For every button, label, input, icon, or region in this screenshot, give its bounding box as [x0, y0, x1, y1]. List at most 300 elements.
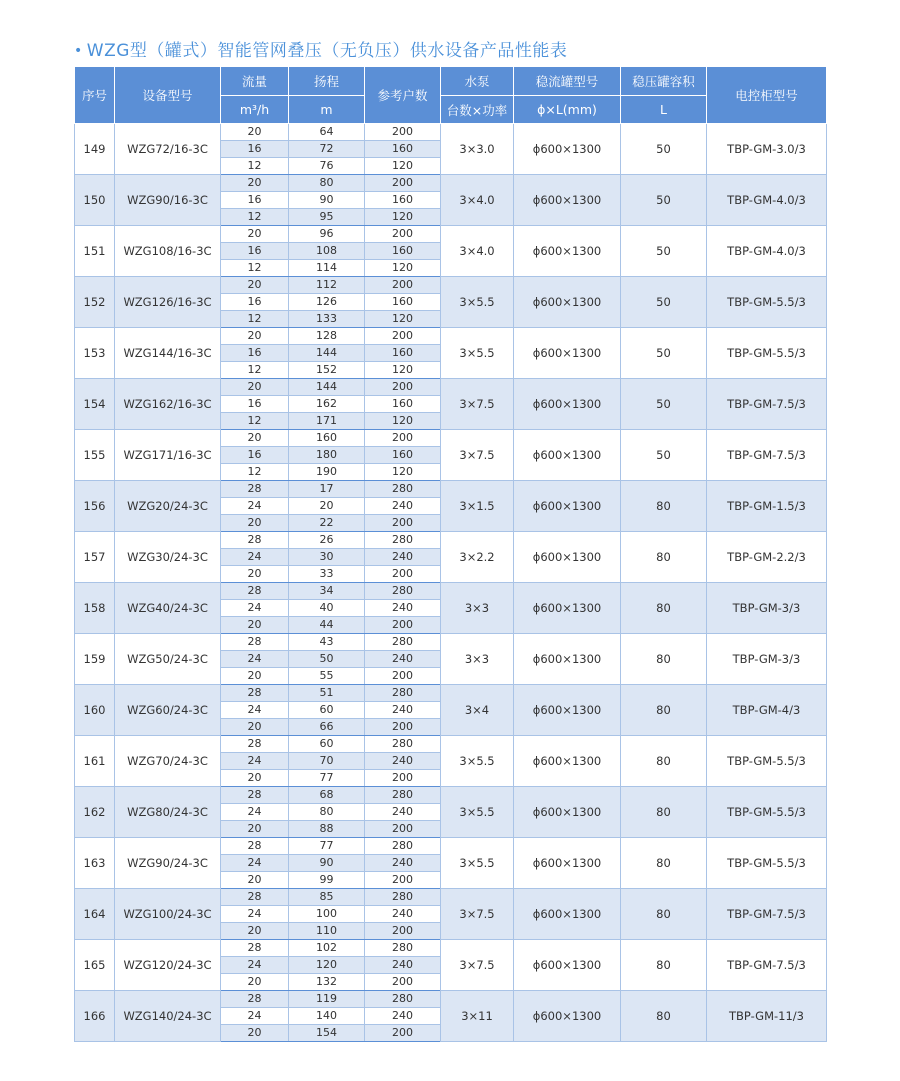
- cell-flow: 20: [221, 566, 289, 583]
- cell-flow: 20: [221, 1025, 289, 1042]
- model-group: [75, 889, 827, 940]
- performance-table: [74, 66, 827, 1042]
- cell-head: 144: [289, 379, 365, 396]
- header-tank-model: 稳流罐型号: [514, 67, 621, 96]
- cell-volume: 50: [621, 226, 707, 277]
- cell-seq: 150: [75, 175, 115, 226]
- cell-tank: ϕ600×1300: [514, 481, 621, 532]
- cell-head: 171: [289, 413, 365, 430]
- cell-flow: 20: [221, 617, 289, 634]
- cell-head: 90: [289, 855, 365, 872]
- cell-flow: 16: [221, 294, 289, 311]
- cell-head: 95: [289, 209, 365, 226]
- cell-model: WZG108/16-3C: [115, 226, 221, 277]
- cell-pump: 3×5.5: [441, 277, 514, 328]
- cell-head: 33: [289, 566, 365, 583]
- table-row: [75, 277, 827, 294]
- cell-seq: 158: [75, 583, 115, 634]
- cell-households: 160: [365, 396, 441, 413]
- cell-model: WZG140/24-3C: [115, 991, 221, 1042]
- cell-households: 240: [365, 498, 441, 515]
- cell-flow: 28: [221, 991, 289, 1008]
- cell-flow: 28: [221, 940, 289, 957]
- cell-pump: 3×1.5: [441, 481, 514, 532]
- cell-cabinet: TBP-GM-3/3: [707, 583, 827, 634]
- cell-pump: 3×3: [441, 583, 514, 634]
- cell-tank: ϕ600×1300: [514, 532, 621, 583]
- cell-flow: 20: [221, 974, 289, 991]
- cell-head: 120: [289, 957, 365, 974]
- cell-pump: 3×7.5: [441, 379, 514, 430]
- cell-model: WZG90/24-3C: [115, 838, 221, 889]
- table-row: [75, 481, 827, 498]
- cell-households: 240: [365, 957, 441, 974]
- model-group: [75, 124, 827, 175]
- cell-volume: 80: [621, 634, 707, 685]
- cell-flow: 12: [221, 464, 289, 481]
- cell-model: WZG80/24-3C: [115, 787, 221, 838]
- cell-tank: ϕ600×1300: [514, 940, 621, 991]
- cell-flow: 24: [221, 753, 289, 770]
- cell-cabinet: TBP-GM-5.5/3: [707, 277, 827, 328]
- cell-pump: 3×5.5: [441, 328, 514, 379]
- cell-households: 160: [365, 345, 441, 362]
- cell-model: WZG40/24-3C: [115, 583, 221, 634]
- cell-flow: 28: [221, 838, 289, 855]
- cell-cabinet: TBP-GM-5.5/3: [707, 736, 827, 787]
- cell-volume: 80: [621, 736, 707, 787]
- cell-households: 120: [365, 260, 441, 277]
- cell-head: 140: [289, 1008, 365, 1025]
- cell-flow: 24: [221, 957, 289, 974]
- table-row: [75, 175, 827, 192]
- table-row: [75, 685, 827, 702]
- cell-flow: 20: [221, 379, 289, 396]
- cell-head: 66: [289, 719, 365, 736]
- cell-flow: 16: [221, 243, 289, 260]
- cell-cabinet: TBP-GM-3.0/3: [707, 124, 827, 175]
- cell-model: WZG30/24-3C: [115, 532, 221, 583]
- cell-head: 64: [289, 124, 365, 141]
- cell-head: 190: [289, 464, 365, 481]
- cell-households: 120: [365, 362, 441, 379]
- cell-seq: 155: [75, 430, 115, 481]
- model-group: [75, 532, 827, 583]
- cell-head: 55: [289, 668, 365, 685]
- cell-tank: ϕ600×1300: [514, 889, 621, 940]
- table-row: [75, 634, 827, 651]
- model-group: [75, 736, 827, 787]
- cell-volume: 80: [621, 787, 707, 838]
- cell-pump: 3×3.0: [441, 124, 514, 175]
- cell-flow: 24: [221, 549, 289, 566]
- cell-flow: 20: [221, 328, 289, 345]
- cell-cabinet: TBP-GM-7.5/3: [707, 379, 827, 430]
- cell-seq: 151: [75, 226, 115, 277]
- header-tank-volume: 稳压罐容积: [621, 67, 707, 96]
- cell-households: 240: [365, 906, 441, 923]
- cell-households: 200: [365, 668, 441, 685]
- cell-cabinet: TBP-GM-7.5/3: [707, 889, 827, 940]
- cell-households: 240: [365, 753, 441, 770]
- cell-pump: 3×2.2: [441, 532, 514, 583]
- cell-seq: 162: [75, 787, 115, 838]
- cell-households: 200: [365, 430, 441, 447]
- cell-head: 80: [289, 804, 365, 821]
- cell-head: 126: [289, 294, 365, 311]
- cell-model: WZG171/16-3C: [115, 430, 221, 481]
- table-row: [75, 940, 827, 957]
- cell-head: 114: [289, 260, 365, 277]
- table-row: [75, 124, 827, 141]
- cell-seq: 157: [75, 532, 115, 583]
- cell-households: 120: [365, 413, 441, 430]
- cell-volume: 80: [621, 991, 707, 1042]
- cell-cabinet: TBP-GM-2.2/3: [707, 532, 827, 583]
- cell-flow: 24: [221, 498, 289, 515]
- cell-households: 200: [365, 515, 441, 532]
- header-tank-volume-unit: L: [621, 96, 707, 124]
- cell-volume: 50: [621, 124, 707, 175]
- cell-households: 240: [365, 1008, 441, 1025]
- cell-households: 280: [365, 583, 441, 600]
- cell-households: 200: [365, 719, 441, 736]
- cell-pump: 3×7.5: [441, 940, 514, 991]
- cell-volume: 80: [621, 889, 707, 940]
- cell-households: 280: [365, 991, 441, 1008]
- table-header: [75, 67, 827, 124]
- cell-pump: 3×11: [441, 991, 514, 1042]
- cell-flow: 20: [221, 719, 289, 736]
- cell-model: WZG100/24-3C: [115, 889, 221, 940]
- cell-flow: 12: [221, 413, 289, 430]
- cell-flow: 16: [221, 141, 289, 158]
- cell-head: 20: [289, 498, 365, 515]
- cell-flow: 20: [221, 226, 289, 243]
- cell-households: 200: [365, 974, 441, 991]
- cell-flow: 12: [221, 158, 289, 175]
- header-head: 扬程: [289, 67, 365, 96]
- cell-households: 240: [365, 702, 441, 719]
- cell-households: 240: [365, 651, 441, 668]
- cell-tank: ϕ600×1300: [514, 685, 621, 736]
- cell-head: 154: [289, 1025, 365, 1042]
- cell-households: 200: [365, 175, 441, 192]
- cell-model: WZG120/24-3C: [115, 940, 221, 991]
- cell-households: 200: [365, 821, 441, 838]
- cell-head: 26: [289, 532, 365, 549]
- cell-seq: 152: [75, 277, 115, 328]
- cell-volume: 80: [621, 940, 707, 991]
- cell-flow: 20: [221, 430, 289, 447]
- cell-households: 160: [365, 294, 441, 311]
- model-group: [75, 583, 827, 634]
- cell-households: 200: [365, 923, 441, 940]
- cell-households: 280: [365, 481, 441, 498]
- cell-head: 102: [289, 940, 365, 957]
- cell-head: 160: [289, 430, 365, 447]
- cell-pump: 3×7.5: [441, 889, 514, 940]
- cell-households: 120: [365, 158, 441, 175]
- cell-households: 120: [365, 464, 441, 481]
- cell-pump: 3×5.5: [441, 736, 514, 787]
- cell-head: 51: [289, 685, 365, 702]
- model-group: [75, 175, 827, 226]
- cell-households: 280: [365, 889, 441, 906]
- cell-flow: 12: [221, 311, 289, 328]
- cell-tank: ϕ600×1300: [514, 787, 621, 838]
- cell-households: 280: [365, 634, 441, 651]
- table-row: [75, 889, 827, 906]
- cell-households: 200: [365, 226, 441, 243]
- cell-flow: 24: [221, 702, 289, 719]
- cell-flow: 20: [221, 770, 289, 787]
- cell-households: 240: [365, 855, 441, 872]
- cell-households: 200: [365, 277, 441, 294]
- model-group: [75, 991, 827, 1042]
- cell-households: 160: [365, 243, 441, 260]
- cell-seq: 156: [75, 481, 115, 532]
- cell-households: 160: [365, 447, 441, 464]
- cell-flow: 28: [221, 481, 289, 498]
- cell-head: 43: [289, 634, 365, 651]
- cell-flow: 24: [221, 651, 289, 668]
- table-row: [75, 583, 827, 600]
- cell-head: 44: [289, 617, 365, 634]
- cell-head: 144: [289, 345, 365, 362]
- cell-tank: ϕ600×1300: [514, 175, 621, 226]
- cell-tank: ϕ600×1300: [514, 430, 621, 481]
- cell-head: 162: [289, 396, 365, 413]
- cell-cabinet: TBP-GM-11/3: [707, 991, 827, 1042]
- cell-model: WZG90/16-3C: [115, 175, 221, 226]
- cell-flow: 20: [221, 668, 289, 685]
- cell-head: 34: [289, 583, 365, 600]
- cell-head: 40: [289, 600, 365, 617]
- cell-households: 120: [365, 311, 441, 328]
- model-group: [75, 685, 827, 736]
- cell-pump: 3×4.0: [441, 175, 514, 226]
- cell-cabinet: TBP-GM-7.5/3: [707, 430, 827, 481]
- cell-model: WZG144/16-3C: [115, 328, 221, 379]
- cell-head: 17: [289, 481, 365, 498]
- model-group: [75, 277, 827, 328]
- cell-head: 60: [289, 736, 365, 753]
- cell-households: 200: [365, 566, 441, 583]
- cell-model: WZG20/24-3C: [115, 481, 221, 532]
- cell-flow: 16: [221, 345, 289, 362]
- cell-seq: 154: [75, 379, 115, 430]
- cell-flow: 20: [221, 277, 289, 294]
- cell-head: 77: [289, 838, 365, 855]
- cell-households: 200: [365, 328, 441, 345]
- cell-head: 76: [289, 158, 365, 175]
- cell-flow: 12: [221, 362, 289, 379]
- cell-volume: 50: [621, 175, 707, 226]
- table-row: [75, 226, 827, 243]
- cell-flow: 24: [221, 600, 289, 617]
- cell-model: WZG70/24-3C: [115, 736, 221, 787]
- cell-households: 200: [365, 872, 441, 889]
- header-seq: 序号: [75, 67, 115, 124]
- table-row: [75, 379, 827, 396]
- table-row: [75, 736, 827, 753]
- cell-households: 160: [365, 192, 441, 209]
- cell-head: 180: [289, 447, 365, 464]
- cell-households: 280: [365, 532, 441, 549]
- title-text: WZG型（罐式）智能管网叠压（无负压）供水设备产品性能表: [86, 41, 568, 61]
- cell-flow: 20: [221, 923, 289, 940]
- cell-seq: 164: [75, 889, 115, 940]
- cell-cabinet: TBP-GM-5.5/3: [707, 787, 827, 838]
- header-pump: 水泵: [441, 67, 514, 96]
- cell-cabinet: TBP-GM-5.5/3: [707, 838, 827, 889]
- cell-tank: ϕ600×1300: [514, 991, 621, 1042]
- cell-head: 119: [289, 991, 365, 1008]
- cell-head: 77: [289, 770, 365, 787]
- cell-flow: 20: [221, 872, 289, 889]
- header-model: 设备型号: [115, 67, 221, 124]
- cell-head: 70: [289, 753, 365, 770]
- cell-pump: 3×5.5: [441, 787, 514, 838]
- cell-volume: 80: [621, 532, 707, 583]
- cell-cabinet: TBP-GM-3/3: [707, 634, 827, 685]
- cell-flow: 28: [221, 532, 289, 549]
- table-row: [75, 838, 827, 855]
- cell-head: 110: [289, 923, 365, 940]
- cell-head: 90: [289, 192, 365, 209]
- cell-volume: 50: [621, 379, 707, 430]
- cell-flow: 28: [221, 736, 289, 753]
- table-row: [75, 991, 827, 1008]
- cell-flow: 12: [221, 209, 289, 226]
- header-cabinet: 电控柜型号: [707, 67, 827, 124]
- cell-volume: 50: [621, 277, 707, 328]
- cell-tank: ϕ600×1300: [514, 277, 621, 328]
- cell-cabinet: TBP-GM-4.0/3: [707, 175, 827, 226]
- cell-households: 280: [365, 787, 441, 804]
- cell-seq: 160: [75, 685, 115, 736]
- cell-pump: 3×4: [441, 685, 514, 736]
- cell-flow: 20: [221, 124, 289, 141]
- cell-head: 132: [289, 974, 365, 991]
- cell-model: WZG72/16-3C: [115, 124, 221, 175]
- cell-model: WZG50/24-3C: [115, 634, 221, 685]
- model-group: [75, 481, 827, 532]
- cell-tank: ϕ600×1300: [514, 379, 621, 430]
- cell-head: 88: [289, 821, 365, 838]
- model-group: [75, 226, 827, 277]
- header-tank-model-sub: ϕ×L(mm): [514, 96, 621, 124]
- table-row: [75, 532, 827, 549]
- cell-households: 120: [365, 209, 441, 226]
- cell-flow: 16: [221, 447, 289, 464]
- page-title: [74, 36, 567, 62]
- cell-households: 280: [365, 685, 441, 702]
- cell-flow: 20: [221, 175, 289, 192]
- cell-head: 50: [289, 651, 365, 668]
- cell-flow: 20: [221, 821, 289, 838]
- cell-head: 100: [289, 906, 365, 923]
- cell-flow: 16: [221, 192, 289, 209]
- cell-head: 99: [289, 872, 365, 889]
- cell-head: 133: [289, 311, 365, 328]
- cell-model: WZG162/16-3C: [115, 379, 221, 430]
- cell-volume: 50: [621, 328, 707, 379]
- cell-seq: 159: [75, 634, 115, 685]
- cell-head: 128: [289, 328, 365, 345]
- cell-flow: 28: [221, 685, 289, 702]
- cell-households: 240: [365, 804, 441, 821]
- cell-flow: 20: [221, 515, 289, 532]
- cell-cabinet: TBP-GM-4.0/3: [707, 226, 827, 277]
- cell-model: WZG126/16-3C: [115, 277, 221, 328]
- cell-flow: 24: [221, 906, 289, 923]
- cell-households: 200: [365, 770, 441, 787]
- cell-flow: 12: [221, 260, 289, 277]
- cell-tank: ϕ600×1300: [514, 583, 621, 634]
- cell-volume: 80: [621, 583, 707, 634]
- cell-pump: 3×7.5: [441, 430, 514, 481]
- cell-seq: 166: [75, 991, 115, 1042]
- cell-head: 112: [289, 277, 365, 294]
- cell-flow: 28: [221, 583, 289, 600]
- cell-head: 60: [289, 702, 365, 719]
- header-flow: 流量: [221, 67, 289, 96]
- cell-households: 280: [365, 736, 441, 753]
- cell-seq: 153: [75, 328, 115, 379]
- cell-head: 80: [289, 175, 365, 192]
- cell-flow: 24: [221, 855, 289, 872]
- cell-seq: 149: [75, 124, 115, 175]
- model-group: [75, 430, 827, 481]
- header-flow-unit: m³/h: [221, 96, 289, 124]
- cell-seq: 161: [75, 736, 115, 787]
- cell-seq: 165: [75, 940, 115, 991]
- cell-households: 280: [365, 838, 441, 855]
- cell-households: 240: [365, 549, 441, 566]
- header-households: 参考户数: [365, 67, 441, 124]
- model-group: [75, 940, 827, 991]
- cell-tank: ϕ600×1300: [514, 736, 621, 787]
- cell-households: 240: [365, 600, 441, 617]
- cell-head: 96: [289, 226, 365, 243]
- cell-flow: 24: [221, 804, 289, 821]
- cell-tank: ϕ600×1300: [514, 124, 621, 175]
- cell-households: 200: [365, 124, 441, 141]
- cell-flow: 28: [221, 634, 289, 651]
- cell-households: 200: [365, 617, 441, 634]
- model-group: [75, 838, 827, 889]
- table-row: [75, 328, 827, 345]
- table-row: [75, 787, 827, 804]
- cell-households: 200: [365, 379, 441, 396]
- cell-households: 160: [365, 141, 441, 158]
- cell-cabinet: TBP-GM-7.5/3: [707, 940, 827, 991]
- cell-head: 72: [289, 141, 365, 158]
- model-group: [75, 634, 827, 685]
- cell-head: 30: [289, 549, 365, 566]
- cell-pump: 3×3: [441, 634, 514, 685]
- cell-volume: 80: [621, 685, 707, 736]
- header-pump-sub: 台数×功率: [441, 96, 514, 124]
- cell-cabinet: TBP-GM-5.5/3: [707, 328, 827, 379]
- cell-tank: ϕ600×1300: [514, 226, 621, 277]
- cell-tank: ϕ600×1300: [514, 634, 621, 685]
- cell-head: 152: [289, 362, 365, 379]
- model-group: [75, 328, 827, 379]
- cell-head: 108: [289, 243, 365, 260]
